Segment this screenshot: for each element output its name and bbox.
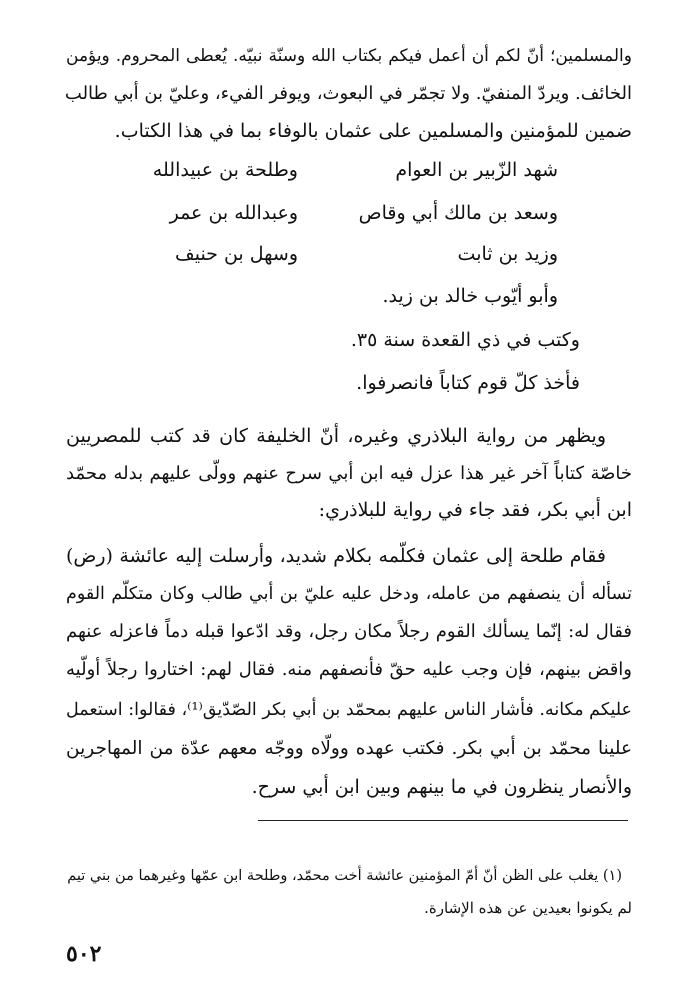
page-number: ٥٠٢: [66, 941, 102, 967]
witness-right-1: شهد الزّبير بن العوام: [395, 159, 558, 181]
witness-right-3: وزيد بن ثابت: [457, 243, 558, 265]
paragraph2-line-3: ابن أبي بكر، فقد جاء في رواية للبلاذري:: [318, 499, 632, 521]
footnote-line-1: (١) يغلب على الظن أنّ أمّ المؤمنين عائشة أخت محمّد، وطلحة ابن عمّها وغيرهما من بني تيم: [67, 868, 622, 884]
witness-left-2: وعبدالله بن عمر: [169, 202, 298, 224]
paragraph3-line-5: عليكم مكانه. فأشار الناس عليهم بمحمّد بن أبي بكر الصّدّيق⁽¹⁾، فقالوا: استعمل: [66, 700, 633, 720]
paragraph1-line-2: الخائف. ويردّ المنفيّ. ولا تجمّر في البعوث، ويوفر الفيء، وعليّ بن أبي طالب: [64, 83, 632, 104]
paragraph3-line-2: تسأله أن ينصفهم من عامله، ودخل عليه عليّ بن أبي طالب وكان متكلّم القوم: [66, 584, 632, 604]
paragraph3-line-1: فقام طلحة إلى عثمان فكلّمه بكلام شديد، وأرسلت إليه عائشة (رض): [66, 545, 606, 567]
witness-left-3: وسهل بن حنيف: [175, 243, 298, 265]
footnote-divider: [258, 820, 628, 821]
witness-right-4: وأبو أيّوب خالد بن زيد.: [382, 285, 558, 307]
paragraph2-line-2: خاصّة كتاباً آخر غير هذا عزل فيه ابن أبي سرح عنهم وولّى عليهم بدله محمّد: [66, 463, 632, 484]
paragraph1-line-1: والمسلمين؛ أنّ لكم أن أعمل فيكم بكتاب الله وسنّة نبيّه. يُعطى المحروم. ويؤمن: [66, 46, 632, 66]
paragraph2-line-1: ويظهر من رواية البلاذري وغيره، أنّ الخليفة كان قد كتب للمصريين: [66, 425, 606, 447]
witness-left-1: وطلحة بن عبيدالله: [152, 159, 298, 181]
paragraph3-line-7: والأنصار ينظرون في ما بينهم وبين ابن أبي سرح.: [251, 776, 632, 798]
date-line: وكتب في ذي القعدة سنة ٣٥.: [350, 329, 580, 351]
departure-line: فأخذ كلّ قوم كتاباً فانصرفوا.: [356, 372, 580, 394]
witness-right-2: وسعد بن مالك أبي وقاص: [358, 202, 558, 224]
paragraph3-line-4: واقض بينهم، فإن وجب عليه حقّ فأنصفهم منه. فقال لهم: اختاروا رجلاً أولّيه: [66, 659, 632, 680]
paragraph3-line-6: علينا محمّد بن أبي بكر. فكتب عهده وولّاه ووجّه معهم عدّة من المهاجرين: [66, 738, 632, 759]
paragraph3-line-3: فقال له: إنّما يسألك القوم رجلاً مكان رجل، وقد ادّعوا قبله دماً فاعزله عنهم: [66, 621, 632, 642]
footnote-line-2: لم يكونوا بعيدين عن هذه الإشارة.: [424, 899, 632, 917]
paragraph1-line-3: ضمين للمؤمنين والمسلمين على عثمان بالوفاء بما في هذا الكتاب.: [114, 120, 632, 142]
